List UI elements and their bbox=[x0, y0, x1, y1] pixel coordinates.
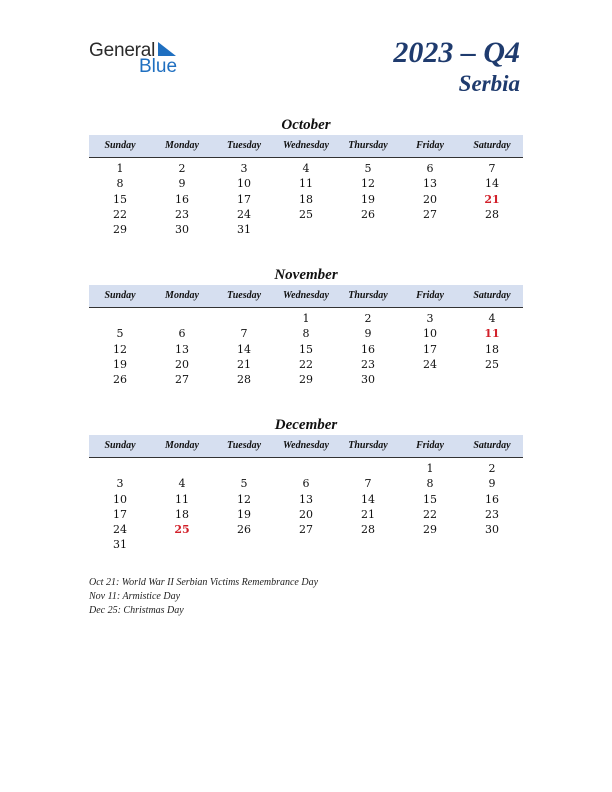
day-cell bbox=[337, 222, 399, 237]
day-cell: 21 bbox=[237, 357, 251, 371]
weekday-label: Tuesday bbox=[226, 440, 262, 451]
day-cell bbox=[89, 237, 151, 252]
day-cell: 16 bbox=[361, 342, 375, 356]
day-cell: 8 bbox=[302, 327, 310, 341]
day-cell bbox=[275, 461, 337, 476]
weekday-label: Saturday bbox=[473, 290, 511, 301]
day-cell: 1 bbox=[116, 162, 124, 175]
day-cell bbox=[151, 237, 213, 252]
quarter-title: 2023 – Q4 bbox=[393, 36, 520, 69]
day-cell: 26 bbox=[113, 373, 127, 387]
country-title: Serbia bbox=[458, 71, 520, 96]
day-cell: 11 bbox=[484, 327, 500, 341]
day-cell bbox=[275, 222, 337, 237]
weekday-label: Thursday bbox=[348, 140, 388, 151]
day-cell: 27 bbox=[423, 207, 437, 221]
day-cell: 28 bbox=[237, 373, 251, 387]
day-cell: 20 bbox=[299, 507, 313, 521]
weekday-label: Friday bbox=[416, 140, 444, 151]
day-cell: 15 bbox=[299, 342, 313, 356]
day-cell: 8 bbox=[426, 477, 434, 491]
weekday-label: Monday bbox=[165, 290, 199, 301]
day-cell: 12 bbox=[237, 492, 251, 506]
day-cell: 9 bbox=[488, 477, 496, 491]
day-cell bbox=[399, 537, 461, 552]
day-cell: 5 bbox=[116, 327, 124, 341]
day-cell: 2 bbox=[488, 462, 496, 475]
day-cell: 9 bbox=[178, 177, 186, 191]
weekday-header-row bbox=[89, 285, 523, 308]
day-cell bbox=[89, 461, 151, 476]
day-cell: 30 bbox=[361, 373, 375, 387]
day-cell: 16 bbox=[175, 192, 189, 206]
logo-word-blue: Blue bbox=[139, 56, 178, 77]
month-december bbox=[89, 415, 523, 553]
day-cell: 15 bbox=[113, 192, 127, 206]
logo-word-general: General bbox=[89, 40, 156, 61]
day-cell bbox=[151, 311, 213, 326]
day-cell: 25 bbox=[174, 523, 190, 537]
day-cell: 15 bbox=[423, 492, 437, 506]
day-cell: 20 bbox=[423, 192, 437, 206]
day-cell: 28 bbox=[485, 207, 499, 221]
day-cell: 18 bbox=[485, 342, 499, 356]
day-cell: 10 bbox=[423, 327, 437, 341]
day-cell bbox=[151, 461, 213, 476]
weekday-header-row bbox=[89, 135, 523, 158]
holiday-note: Dec 25: Christmas Day bbox=[89, 605, 184, 616]
day-cell: 24 bbox=[113, 523, 127, 537]
holiday-notes bbox=[89, 576, 329, 618]
day-cell: 31 bbox=[113, 538, 127, 552]
day-cell: 1 bbox=[302, 312, 310, 325]
day-cell bbox=[461, 537, 523, 552]
day-cell: 6 bbox=[178, 327, 186, 341]
day-cell bbox=[89, 311, 151, 326]
day-cell: 27 bbox=[175, 373, 189, 387]
day-cell: 4 bbox=[178, 477, 186, 491]
day-cell: 13 bbox=[299, 492, 313, 506]
weekday-label: Thursday bbox=[348, 290, 388, 301]
day-cell: 5 bbox=[240, 477, 248, 491]
day-cell: 25 bbox=[485, 357, 499, 371]
day-cell: 11 bbox=[299, 177, 313, 191]
day-cell: 26 bbox=[361, 207, 375, 221]
day-cell: 19 bbox=[237, 507, 251, 521]
day-cell: 9 bbox=[364, 327, 372, 341]
day-cell: 20 bbox=[175, 357, 189, 371]
day-cell: 24 bbox=[237, 207, 251, 221]
weekday-label: Friday bbox=[416, 440, 444, 451]
weekday-label: Sunday bbox=[104, 440, 136, 451]
day-cell: 7 bbox=[488, 162, 496, 175]
day-cell: 7 bbox=[240, 327, 248, 341]
day-cell: 22 bbox=[113, 207, 127, 221]
day-cell: 29 bbox=[299, 373, 313, 387]
day-grid bbox=[89, 458, 523, 553]
day-cell: 30 bbox=[485, 523, 499, 537]
month-name: November bbox=[274, 267, 338, 283]
day-cell: 28 bbox=[361, 523, 375, 537]
day-cell: 23 bbox=[175, 207, 189, 221]
weekday-label: Saturday bbox=[473, 140, 511, 151]
day-cell: 16 bbox=[485, 492, 499, 506]
day-cell: 27 bbox=[299, 523, 313, 537]
day-cell: 10 bbox=[237, 177, 251, 191]
weekday-label: Wednesday bbox=[283, 440, 329, 451]
day-cell: 14 bbox=[237, 342, 251, 356]
weekday-label: Wednesday bbox=[283, 140, 329, 151]
day-cell: 13 bbox=[423, 177, 437, 191]
day-cell: 6 bbox=[426, 162, 434, 175]
weekday-label: Tuesday bbox=[226, 140, 262, 151]
day-cell: 31 bbox=[237, 223, 251, 237]
day-cell: 23 bbox=[485, 507, 499, 521]
weekday-label: Monday bbox=[165, 140, 199, 151]
weekday-label: Monday bbox=[165, 440, 199, 451]
day-cell: 14 bbox=[485, 177, 499, 191]
holiday-note: Oct 21: World War II Serbian Victims Remembrance Day bbox=[89, 577, 319, 588]
day-cell: 22 bbox=[299, 357, 313, 371]
day-cell bbox=[213, 311, 275, 326]
day-cell bbox=[399, 372, 461, 387]
day-cell: 18 bbox=[299, 192, 313, 206]
month-november bbox=[89, 265, 523, 387]
weekday-label: Sunday bbox=[104, 290, 136, 301]
day-cell: 5 bbox=[364, 162, 372, 175]
holiday-note: Nov 11: Armistice Day bbox=[89, 591, 181, 602]
weekday-label: Wednesday bbox=[283, 290, 329, 301]
weekday-label: Friday bbox=[416, 290, 444, 301]
day-cell: 22 bbox=[423, 507, 437, 521]
day-cell: 21 bbox=[484, 192, 500, 206]
day-cell: 29 bbox=[113, 223, 127, 237]
month-name: October bbox=[281, 117, 331, 133]
day-cell: 3 bbox=[240, 162, 248, 175]
day-cell bbox=[461, 222, 523, 237]
day-cell: 10 bbox=[113, 492, 127, 506]
weekday-label: Tuesday bbox=[226, 290, 262, 301]
day-cell bbox=[399, 222, 461, 237]
day-cell: 25 bbox=[299, 207, 313, 221]
day-cell: 7 bbox=[364, 477, 372, 491]
day-cell bbox=[213, 537, 275, 552]
month-october bbox=[89, 115, 523, 253]
day-cell: 18 bbox=[175, 507, 189, 521]
month-name: December bbox=[274, 417, 338, 433]
day-grid bbox=[89, 158, 523, 253]
day-cell: 11 bbox=[175, 492, 189, 506]
day-cell: 17 bbox=[237, 192, 251, 206]
day-cell bbox=[461, 372, 523, 387]
day-cell: 1 bbox=[426, 462, 434, 475]
day-cell: 3 bbox=[116, 477, 124, 491]
day-cell: 21 bbox=[361, 507, 375, 521]
day-grid bbox=[89, 308, 523, 387]
day-cell: 19 bbox=[113, 357, 127, 371]
day-cell: 2 bbox=[178, 162, 186, 175]
day-cell bbox=[275, 537, 337, 552]
weekday-label: Thursday bbox=[348, 440, 388, 451]
day-cell: 3 bbox=[426, 312, 434, 325]
day-cell: 26 bbox=[237, 523, 251, 537]
page-title bbox=[393, 36, 520, 98]
day-cell: 17 bbox=[423, 342, 437, 356]
day-cell bbox=[151, 537, 213, 552]
day-cell: 4 bbox=[302, 162, 310, 175]
day-cell bbox=[213, 461, 275, 476]
day-cell bbox=[337, 537, 399, 552]
day-cell: 6 bbox=[302, 477, 310, 491]
logo bbox=[89, 40, 189, 76]
day-cell: 19 bbox=[361, 192, 375, 206]
day-cell: 13 bbox=[175, 342, 189, 356]
day-cell: 17 bbox=[113, 507, 127, 521]
weekday-label: Sunday bbox=[104, 140, 136, 151]
day-cell: 29 bbox=[423, 523, 437, 537]
day-cell: 30 bbox=[175, 223, 189, 237]
day-cell: 4 bbox=[488, 312, 496, 325]
day-cell: 2 bbox=[364, 312, 372, 325]
weekday-header-row bbox=[89, 435, 523, 458]
weekday-label: Saturday bbox=[473, 440, 511, 451]
day-cell bbox=[337, 461, 399, 476]
day-cell: 14 bbox=[361, 492, 375, 506]
day-cell: 12 bbox=[361, 177, 375, 191]
day-cell: 23 bbox=[361, 357, 375, 371]
day-cell: 12 bbox=[113, 342, 127, 356]
day-cell: 24 bbox=[423, 357, 437, 371]
day-cell: 8 bbox=[116, 177, 124, 191]
